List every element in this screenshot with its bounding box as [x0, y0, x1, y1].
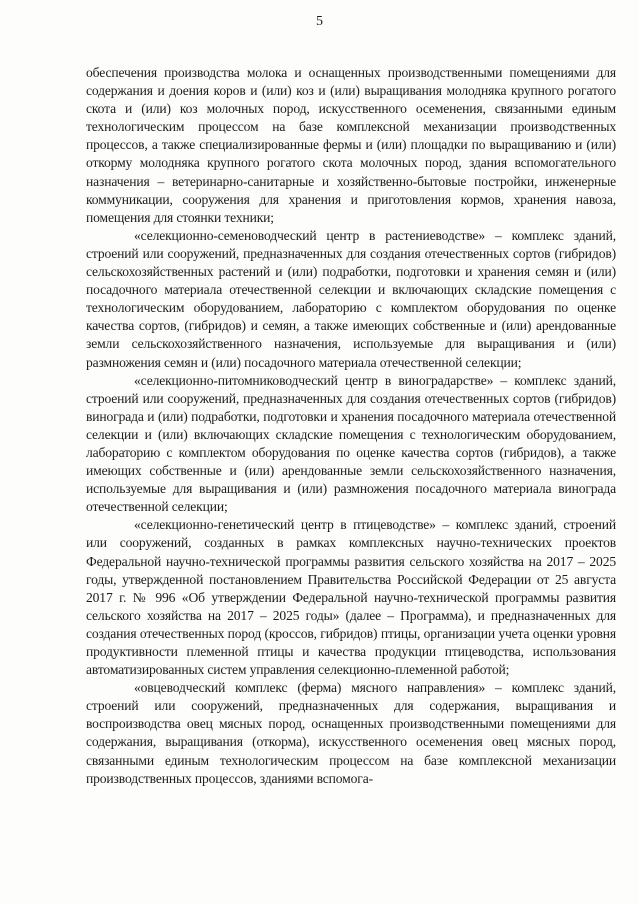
- paragraph-dairy-complex-continuation: обеспечения производства молока и оснащенных производственными помещениями для содержания и доения коров и (или) коз и (или) выращивания молодняка крупного рогатого скота и (или) коз молочных пород, искусственного осеменения, связанными единым технологическим процессом на базе комплексной механизации производственных процессов, а также специализированные фермы и (или) площадки по выращиванию и (или) откорму молодняка крупного рогатого скота молочных пород, здания вспомогательного назначения – ветеринарно-санитарные и хозяйственно-бытовые постройки, инженерные коммуникации, сооружения для хранения и приготовления кормов, хранения навоза, помещения для стоянки техники;: [86, 65, 616, 225]
- document-body: [86, 64, 616, 788]
- paragraph-crop-breeding-center: «селекционно-семеноводческий центр в растениеводстве» – комплекс зданий, строений или сооружений, предназначенных для создания отечественных сортов (гибридов) сельскохозяйственных растений и (или) подработки, подготовки и хранения семян и (или) посадочного материала отечественной селекции и включающих складские помещения с технологическим оборудованием, лабораторию с комплектом оборудования по оценке качества сортов, (гибридов) и семян, а также имеющих собственные и (или) арендованные земли сельскохозяйственного назначения, используемые для выращивания и (или) размножения семян и (или) посадочного материала отечественной селекции;: [86, 227, 616, 370]
- paragraph-poultry-genetic-center: «селекционно-генетический центр в птицеводстве» – комплекс зданий, строений или сооружений, созданных в рамках комплексных научно-технических проектов Федеральной научно-технической программы развития сельского хозяйства на 2017 – 2025 годы, утвержденной постановлением Правительства Российской Федерации от 25 августа 2017 г. № 996 «Об утверждении Федеральной научно-технической программы развития сельского хозяйства на 2017 – 2025 годы» (далее – Программа), и предназначенных для создания отечественных пород (кроссов, гибридов) птицы, организации учета оценки уровня продуктивности племенной птицы и качества продукции птицеводства, использования автоматизированных систем управления селекционно-племенной работой;: [86, 517, 616, 678]
- paragraph-vine-nursery-center: «селекционно-питомниководческий центр в виноградарстве» – комплекс зданий, строений или сооружений, предназначенных для создания отечественных сортов (гибридов) винограда и (или) подработки, подготовки и хранения посадочного материала отечественной селекции и (или) включающих складские помещения с технологическим оборудованием, лабораторию с комплектом оборудования по оценке качества сортов (гибридов), а также имеющих собственные и (или) арендованные земли сельскохозяйственного назначения, используемые для выращивания и (или) размножения посадочного материала винограда отечественной селекции;: [86, 372, 616, 515]
- paragraph-sheep-meat-complex: «овцеводческий комплекс (ферма) мясного направления» – комплекс зданий, строений или сооружений, предназначенных для содержания, выращивания и воспроизводства овец мясных пород, оснащенных производственными помещениями для содержания, выращивания (откорма), искусственного осеменения овец мясных пород, связанными единым технологическим процессом на базе комплексной механизации производственных процессов, зданиями вспомога-: [86, 680, 616, 786]
- page-number: 5: [316, 14, 323, 29]
